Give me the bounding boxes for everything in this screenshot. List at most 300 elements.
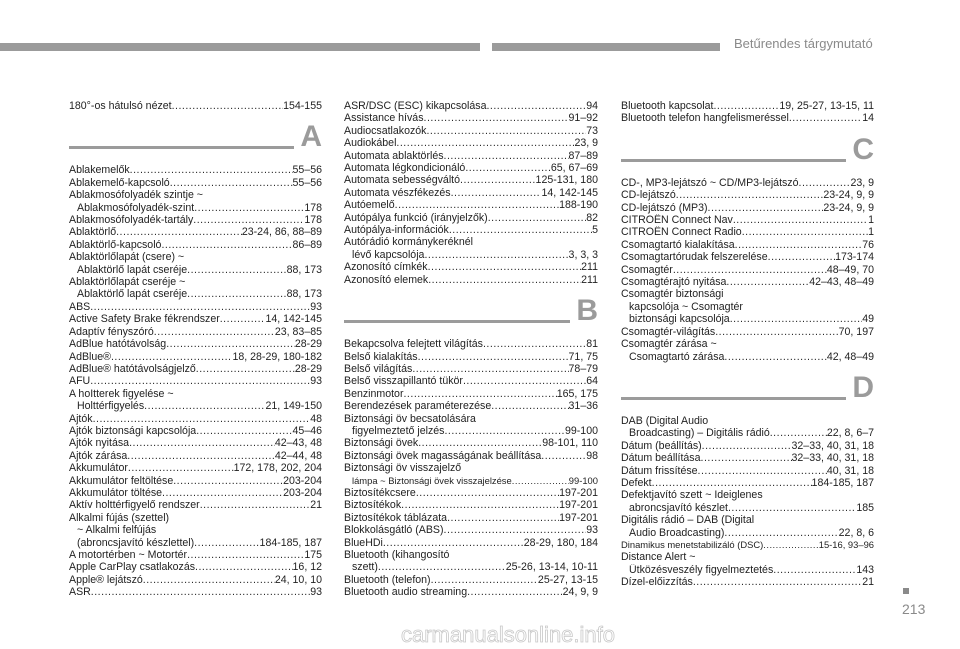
entry-term: Ablaktörlő lapát cseréje	[77, 288, 188, 301]
entry-term: Azonosító elemek	[344, 273, 429, 286]
index-entry	[69, 400, 322, 412]
entry-term: Active Safety Brake fékrendszer	[69, 313, 220, 326]
entry-term: Apple® lejátszó	[69, 573, 143, 586]
entry-term: Belső visszapillantó tükör	[344, 375, 463, 388]
entry-pages: 211	[581, 273, 598, 286]
dot-leader	[449, 224, 592, 236]
index-entry-line: A hoItterek figyelése ~	[69, 387, 174, 400]
dot-leader	[383, 537, 524, 549]
dot-leader	[401, 499, 559, 511]
entry-term: Ajtók nyitása	[69, 437, 130, 450]
index-entry	[69, 549, 322, 561]
index-entry	[69, 264, 322, 276]
entry-pages: 23, 9	[850, 176, 874, 189]
index-entry	[344, 224, 598, 236]
entry-pages: 88, 173	[286, 288, 322, 301]
dot-leader	[418, 437, 542, 449]
entry-term: Holttérfigyelés	[77, 400, 145, 413]
dot-leader	[460, 174, 536, 186]
dot-leader	[426, 125, 586, 137]
index-entry	[621, 226, 874, 238]
entry-term: Adaptív fényszóró	[69, 325, 154, 338]
dot-leader	[416, 487, 559, 499]
index-entry-line: Ablaktörlőlapát (csere) ~	[69, 251, 185, 264]
entry-term: CITROËN Connect Nav	[621, 214, 733, 227]
entry-pages: 25-26, 13-14, 10-11	[505, 561, 598, 574]
entry-term: Ajtók biztonsági kapcsolója	[69, 424, 197, 437]
index-entry	[344, 537, 598, 549]
entry-term: Aktív holttérfigyelő rendszer	[69, 499, 200, 512]
entry-term: Dízel-előizzítás	[621, 576, 693, 589]
entry-pages: 15-16, 93–96	[818, 538, 874, 550]
dot-leader	[488, 212, 587, 224]
entry-pages: 99-100	[565, 424, 598, 437]
index-entry	[344, 150, 598, 162]
index-entry	[69, 574, 322, 586]
entry-pages: 99-100	[568, 474, 598, 486]
entry-term: Ablakmosófolyadék-tartály	[69, 214, 194, 227]
entry-pages: 82	[586, 211, 598, 224]
entry-pages: 173-174	[835, 251, 874, 264]
index-entry	[344, 512, 598, 524]
entry-term: Csomagtér-világítás	[621, 325, 716, 338]
dot-leader	[444, 524, 587, 536]
dot-leader	[676, 189, 824, 201]
index-entry	[344, 261, 598, 273]
dot-leader	[724, 527, 838, 539]
entry-pages: 28-29	[294, 338, 322, 351]
header-rule-left	[0, 43, 480, 51]
dot-leader	[154, 326, 275, 338]
entry-pages: 22, 8, 6	[838, 526, 874, 539]
entry-pages: 78–79	[568, 362, 598, 375]
dot-leader	[127, 450, 275, 462]
entry-term: Apple CarPlay csatlakozás	[69, 561, 196, 574]
dot-leader	[486, 100, 586, 112]
dot-leader	[428, 261, 582, 273]
entry-term: (abroncsjavító készlettel)	[77, 536, 195, 549]
index-entry	[621, 539, 874, 551]
index-entry	[69, 338, 322, 350]
index-entry	[621, 100, 874, 112]
entry-pages: 91–92	[568, 112, 598, 125]
dot-leader	[726, 276, 809, 288]
entry-pages: 40, 31, 18	[826, 464, 874, 477]
index-entry	[69, 537, 322, 549]
entry-term: Assistance hívás	[344, 112, 424, 125]
entry-term: biztonsági kapcsolója	[629, 313, 730, 326]
index-entry	[621, 264, 874, 276]
entry-term: Dátum frissítése	[621, 464, 698, 477]
dot-leader	[742, 226, 868, 238]
dot-leader	[90, 375, 310, 387]
dot-leader	[541, 450, 586, 462]
watermark-text: carmanualsonline.info	[400, 622, 616, 647]
entry-term: Broadcasting) – Digitális rádió	[629, 427, 770, 440]
entry-pages: 98	[586, 449, 598, 462]
entry-term: Autópálya funkció (irányjelzők)	[344, 211, 488, 224]
dot-leader	[378, 561, 506, 573]
entry-term: AFU	[69, 375, 91, 388]
entry-term: Bluetooth (telefon)	[344, 573, 431, 586]
index-entry	[621, 477, 874, 489]
entry-pages: 31–36	[568, 400, 598, 413]
entry-term: CD-lejátszó (MP3)	[621, 201, 708, 214]
index-entry	[69, 375, 322, 387]
dot-leader	[187, 264, 287, 276]
entry-term: lámpa ~ Biztonsági övek visszajelzése	[352, 474, 512, 486]
index-entry	[621, 276, 874, 288]
index-entry	[621, 527, 874, 539]
index-entry	[344, 363, 598, 375]
index-entry	[69, 561, 322, 573]
entry-term: Csomagtérajtó nyitása	[621, 276, 727, 289]
entry-term: Azonosító címkék	[344, 261, 428, 274]
entry-pages: 23-24, 86, 88–89	[241, 226, 322, 239]
section-rule	[621, 159, 846, 162]
entry-term: Audiocsatlakozók	[344, 124, 427, 137]
entry-term: CD-lejátszó	[621, 189, 676, 202]
entry-term: 180°-os hátulsó nézet	[69, 100, 172, 112]
dot-leader	[715, 326, 838, 338]
dot-leader	[172, 100, 284, 112]
entry-term: Audiokábel	[344, 137, 397, 150]
dot-leader	[200, 499, 310, 511]
entry-pages: 1	[868, 226, 874, 239]
dot-leader	[116, 226, 242, 238]
index-entry	[621, 239, 874, 251]
entry-term: ASR	[69, 586, 91, 599]
dot-leader	[768, 251, 835, 263]
dot-leader	[403, 388, 556, 400]
entry-term: Dátum beállítása	[621, 452, 701, 465]
dot-leader	[424, 249, 568, 261]
page-header-title: Betűrendes tárgymutató	[734, 36, 873, 51]
index-entry	[344, 524, 598, 536]
entry-term: ABS	[69, 300, 91, 313]
entry-pages: 88, 173	[286, 263, 322, 276]
index-entry-line: Csomagtér zárása ~	[621, 338, 717, 351]
dot-leader	[483, 338, 586, 350]
index-entry	[621, 502, 874, 514]
dot-leader	[773, 564, 856, 576]
index-entry	[621, 202, 874, 214]
entry-pages: 71, 75	[568, 350, 598, 363]
index-entry	[69, 586, 322, 598]
dot-leader	[424, 112, 569, 124]
entry-pages: 178	[304, 201, 322, 214]
entry-pages: 203-204	[283, 474, 322, 487]
index-column-2	[344, 100, 598, 599]
entry-pages: 49	[862, 313, 874, 326]
index-entry	[621, 452, 874, 464]
index-entry	[69, 351, 322, 363]
entry-term: lévő kapcsolója	[352, 248, 425, 261]
entry-term: Automata ablaktörlés	[344, 149, 444, 162]
dot-leader	[673, 264, 827, 276]
index-column-1	[69, 100, 322, 599]
entry-pages: 24, 10, 10	[274, 573, 322, 586]
entry-pages: 175	[304, 549, 322, 561]
index-entry-line: Csomagtér biztonsági	[621, 288, 724, 301]
entry-term: AdBlue hatótávolság	[69, 338, 167, 351]
entry-pages: 14	[862, 112, 874, 125]
index-entry	[621, 214, 874, 226]
entry-pages: 23, 9	[574, 137, 598, 150]
dot-leader	[196, 363, 295, 375]
entry-pages: 45–46	[292, 424, 322, 437]
entry-term: Csomagtartó zárása	[629, 350, 725, 363]
index-entry	[69, 202, 322, 214]
index-entry	[69, 288, 322, 300]
dot-leader	[467, 586, 563, 598]
dot-leader	[143, 574, 275, 586]
dot-leader	[428, 274, 581, 286]
section-header-c	[621, 132, 874, 173]
index-entry	[621, 576, 874, 588]
entry-term: Automata légkondicionáló	[344, 162, 466, 175]
entry-term: Automata vészfékezés	[344, 186, 451, 199]
entry-term: Ablakemelő-kapcsoló	[69, 176, 170, 189]
dot-leader	[728, 502, 856, 514]
entry-pages: 93	[586, 524, 598, 537]
index-entry	[621, 251, 874, 263]
dot-leader	[130, 164, 293, 176]
dot-leader	[431, 574, 538, 586]
dot-leader	[129, 437, 275, 449]
index-entry	[621, 564, 874, 576]
entry-pages: 21	[310, 499, 322, 512]
index-entry	[69, 164, 322, 176]
entry-pages: 203-204	[283, 486, 322, 499]
entry-term: Automata sebességváltó	[344, 174, 461, 187]
index-entry	[344, 487, 598, 499]
index-entry-line: Bluetooth (kihangosító	[344, 549, 450, 561]
index-entry-line: Biztonsági öv becsatolására	[344, 412, 476, 425]
dot-leader	[195, 561, 293, 573]
index-entry	[344, 187, 598, 199]
entry-term: AdBlue®	[69, 350, 111, 363]
entry-pages: 21, 149-150	[265, 400, 322, 413]
entry-pages: 86–89	[292, 238, 322, 251]
entry-pages: 76	[862, 238, 874, 251]
entry-term: Bekapcsolva felejtett világítás	[344, 338, 483, 351]
index-entry-line: Biztonsági öv visszajelző	[344, 462, 462, 475]
index-entry	[69, 487, 322, 499]
entry-pages: 197-201	[559, 486, 598, 499]
entry-term: Ablaktörlő lapát cseréje	[77, 263, 188, 276]
entry-pages: 21	[862, 576, 874, 589]
entry-term: Csomagtér	[621, 263, 673, 276]
entry-pages: 211	[581, 261, 598, 274]
entry-pages: 143	[856, 563, 874, 576]
index-entry	[621, 177, 874, 189]
dot-leader	[144, 400, 265, 412]
entry-pages: 55–56	[292, 176, 322, 189]
dot-leader	[652, 477, 812, 489]
entry-term: figyelmeztető jelzés	[352, 424, 445, 437]
index-entry	[344, 450, 598, 462]
entry-pages: 42–43, 48–49	[809, 276, 874, 289]
index-entry	[344, 475, 598, 487]
dot-leader	[465, 162, 551, 174]
index-entry	[69, 437, 322, 449]
entry-pages: 93	[310, 300, 322, 313]
entry-term: Akkumulátor	[69, 462, 128, 475]
dot-leader	[770, 427, 827, 439]
dot-leader	[220, 313, 266, 325]
entry-term: Benzinmotor	[344, 387, 404, 400]
index-entry	[344, 112, 598, 124]
index-entry-line: Defektjavító szett ~ Ideiglenes	[621, 489, 763, 502]
index-entry	[621, 440, 874, 452]
index-entry	[344, 499, 598, 511]
dot-leader	[128, 462, 234, 474]
index-entry	[344, 388, 598, 400]
index-entry	[344, 574, 598, 586]
index-entry-line: Autórádió kormánykeréknél	[344, 236, 473, 249]
dot-leader	[418, 351, 569, 363]
entry-term: ASR/DSC (ESC) kikapcsolása	[344, 100, 487, 112]
dot-leader	[708, 202, 824, 214]
entry-term: Berendezések paraméterezése	[344, 400, 492, 413]
dot-leader	[447, 512, 559, 524]
entry-term: Dinamikus menetstabilizáló (DSC)	[621, 538, 764, 550]
index-entry	[69, 226, 322, 238]
index-entry	[69, 239, 322, 251]
dot-leader	[187, 288, 287, 300]
index-entry-line: Distance Alert ~	[621, 551, 696, 564]
entry-term: BlueHDi	[344, 536, 383, 549]
entry-term: Ablaktörlő	[69, 226, 117, 239]
dot-leader	[799, 177, 851, 189]
entry-pages: 32–33, 40, 31, 18	[791, 452, 874, 465]
dot-leader	[196, 425, 292, 437]
index-entry	[344, 561, 598, 573]
index-entry	[621, 351, 874, 363]
index-entry	[344, 212, 598, 224]
entry-pages: 165, 175	[556, 387, 598, 400]
index-entry	[344, 437, 598, 449]
entry-term: Biztosítékok	[344, 499, 402, 512]
entry-pages: 70, 197	[838, 325, 874, 338]
index-entry	[344, 425, 598, 437]
section-rule	[621, 397, 846, 400]
index-entry	[69, 177, 322, 189]
dot-leader	[698, 465, 827, 477]
entry-term: Biztonsági övek	[344, 437, 419, 450]
dot-leader	[412, 363, 568, 375]
dot-leader	[789, 112, 862, 124]
entry-term: Ablakmosófolyadék-szint	[77, 201, 195, 214]
section-letter: A	[300, 120, 322, 154]
index-entry	[621, 465, 874, 477]
dot-leader	[463, 375, 586, 387]
index-entry	[621, 427, 874, 439]
entry-pages: 14, 142-145	[265, 313, 322, 326]
section-rule	[69, 146, 294, 149]
dot-leader	[713, 100, 779, 112]
entry-pages: 93	[310, 586, 322, 599]
index-entry	[69, 214, 322, 226]
entry-term: A motortérben ~ Motortér	[69, 549, 188, 561]
entry-term: AdBlue® hatótávolságjelző	[69, 362, 196, 375]
index-entry-line: DAB (Digital Audio	[621, 414, 709, 427]
entry-pages: 48–49, 70	[826, 263, 874, 276]
entry-pages: 65, 67–69	[550, 162, 598, 175]
index-entry	[69, 499, 322, 511]
end-marker	[903, 588, 909, 594]
dot-leader	[194, 202, 304, 214]
entry-pages: 3, 3, 3	[568, 248, 598, 261]
entry-term: Defekt	[621, 476, 652, 489]
entry-term: Autóemelő	[344, 199, 395, 212]
entry-pages: 87–89	[568, 149, 598, 162]
entry-term: Belső világítás	[344, 362, 413, 375]
dot-leader	[702, 440, 792, 452]
entry-term: CD-, MP3-lejátszó ~ CD/MP3-lejátszó	[621, 176, 799, 189]
entry-pages: 28-29	[294, 362, 322, 375]
index-entry	[344, 125, 598, 137]
dot-leader	[735, 239, 863, 251]
dot-leader	[93, 413, 311, 425]
index-entry	[344, 199, 598, 211]
entry-pages: 185	[856, 501, 874, 514]
entry-term: Biztosítékok táblázata	[344, 511, 448, 524]
section-header-b	[344, 296, 598, 334]
index-entry	[621, 112, 874, 124]
index-entry	[344, 100, 598, 112]
dot-leader	[162, 487, 283, 499]
index-entry	[69, 326, 322, 338]
dot-leader	[396, 137, 574, 149]
entry-pages: 197-201	[559, 511, 598, 524]
dot-leader	[170, 177, 293, 189]
index-entry	[69, 413, 322, 425]
entry-term: Csomagtartó kialakítása	[621, 238, 735, 251]
dot-leader	[444, 150, 569, 162]
dot-leader	[111, 351, 233, 363]
dot-leader	[733, 214, 868, 226]
entry-term: abroncsjavító készlet	[629, 501, 728, 514]
entry-term: Ütközésveszély figyelmeztetés	[629, 563, 774, 576]
entry-term: Akkumulátor feltöltése	[69, 474, 174, 487]
section-header-a	[69, 122, 322, 160]
dot-leader	[444, 425, 565, 437]
dot-leader	[166, 338, 295, 350]
dot-leader	[90, 301, 310, 313]
index-entry	[69, 462, 322, 474]
entry-pages: 125-131, 180	[535, 174, 598, 187]
index-entry	[344, 400, 598, 412]
index-entry	[344, 137, 598, 149]
entry-pages: 42, 48–49	[826, 350, 874, 363]
index-entry	[344, 274, 598, 286]
entry-term: Bluetooth telefon hangfelismeréssel	[621, 112, 789, 125]
section-header-d	[621, 370, 874, 411]
entry-pages: 98-101, 110	[542, 437, 598, 450]
index-entry	[69, 100, 322, 112]
dot-leader	[161, 239, 292, 251]
dot-leader	[194, 537, 259, 549]
entry-term: Biztonsági övek magasságának beállítása	[344, 449, 542, 462]
index-entry-line: ~ Alkalmi felfújás	[77, 524, 157, 537]
entry-pages: 55–56	[292, 164, 322, 177]
index-entry	[344, 375, 598, 387]
entry-pages: 5	[592, 224, 598, 237]
entry-pages: 22, 8, 6–7	[826, 427, 874, 440]
dot-leader	[451, 187, 542, 199]
